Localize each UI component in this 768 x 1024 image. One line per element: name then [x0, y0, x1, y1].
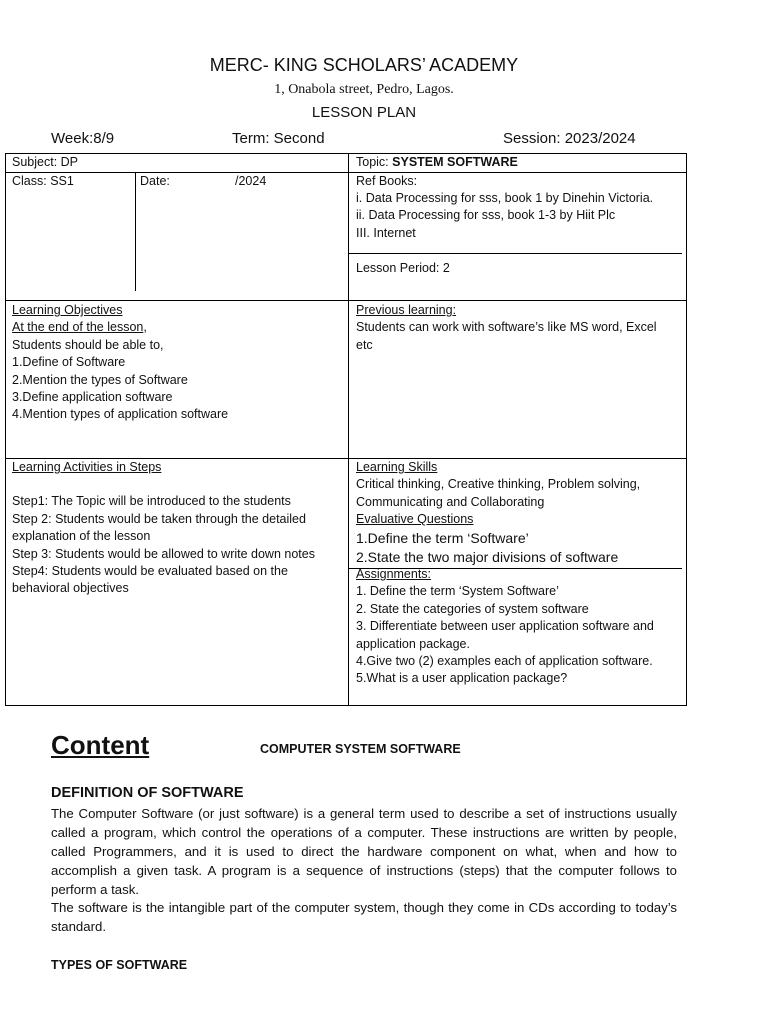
class-date-divider [135, 173, 136, 291]
ref-book-item: III. Internet [356, 225, 416, 240]
activity-step: Step 3: Students would be allowed to write down notes [12, 546, 315, 561]
skills-heading: Learning Skills [356, 460, 438, 474]
activity-step: explanation of the lesson [12, 529, 151, 544]
assignments-heading: Assignments: [356, 567, 432, 581]
table-border-top [5, 153, 687, 154]
ref-period-divider [349, 253, 682, 254]
topic-value: SYSTEM SOFTWARE [392, 155, 518, 169]
objectives-intro-comma: , [143, 320, 147, 335]
week-label: Week:8/9 [51, 130, 115, 147]
definition-paragraph: The Computer Software (or just software) is a general term used to describe a set of instructions usually called a program, which control the operations of a computer. These instructions are written by people, called Programmers, and it is used to direct the hardware component on what, when and how to accomplish a given task. A program is a sequence of instructions (steps) that the computer follows to perform a task. [51, 806, 677, 897]
lesson-period: Lesson Period: 2 [356, 261, 450, 275]
objectives-heading: Learning Objectives [12, 303, 123, 317]
term-label: Term: Second [232, 130, 325, 147]
objective-item: 3.Define application software [12, 390, 173, 405]
activities-heading: Learning Activities in Steps [12, 460, 162, 474]
date-label: Date: [140, 174, 170, 188]
topic-cell [356, 154, 518, 171]
school-name: MERC- KING SCHOLARS’ ACADEMY [209, 55, 519, 75]
ref-book-item: ii. Data Processing for sss, book 1-3 by Hiit Plc [356, 208, 616, 223]
subject-cell: Subject: DP [12, 155, 79, 169]
intangible-paragraph: The software is the intangible part of the computer system, though they come in CDs according to today’s standard. [51, 900, 677, 934]
ref-books-list [356, 190, 653, 242]
skills-text: Communicating and Collaborating [356, 494, 545, 509]
spacer [12, 476, 315, 493]
table-border-bottom [5, 705, 687, 706]
table-row-divider [5, 300, 687, 301]
previous-learning-text: Students can work with software’s like MS word, Excel [356, 320, 657, 335]
types-heading: TYPES OF SOFTWARE [51, 958, 188, 972]
content-heading: Content [51, 730, 150, 760]
objectives-intro-2: Students should be able to, [12, 337, 164, 352]
definition-heading: DEFINITION OF SOFTWARE [51, 785, 244, 801]
assignment-item: 5.What is a user application package? [356, 671, 568, 686]
topic-label: Topic: [356, 155, 393, 169]
previous-learning-cell [356, 302, 657, 354]
previous-learning-heading: Previous learning: [356, 303, 457, 317]
assignment-item: 1. Define the term ‘System Software’ [356, 584, 559, 599]
objectives-intro [12, 319, 228, 336]
learning-activities-cell [12, 459, 315, 598]
skills-text: Critical thinking, Creative thinking, Problem solving, [356, 477, 641, 492]
table-border-right [686, 153, 687, 706]
objective-item: 1.Define of Software [12, 355, 126, 370]
previous-learning-text: etc [356, 337, 373, 352]
table-row-divider [5, 172, 687, 173]
class-cell: Class: SS1 [12, 174, 74, 188]
activity-step: Step4: Students would be evaluated based on the [12, 564, 288, 579]
school-address: 1, Onabola street, Pedro, Lagos. [274, 82, 454, 97]
table-border-left [5, 153, 6, 706]
date-value: /2024 [235, 174, 267, 188]
activity-step: Step1: The Topic will be introduced to the students [12, 494, 291, 509]
learning-skills-cell [356, 459, 640, 567]
assignment-item: 2. State the categories of system software [356, 601, 589, 616]
session-label: Session: 2023/2024 [503, 130, 636, 147]
evaluative-question: 2.State the two major divisions of software [356, 548, 619, 565]
evaluative-question: 1.Define the term ‘Software’ [356, 529, 529, 546]
assignment-item: 3. Differentiate between user application software and [356, 619, 654, 634]
activity-step: Step 2: Students would be taken through the detailed [12, 511, 306, 526]
ref-book-item: i. Data Processing for sss, book 1 by Dinehin Victoria. [356, 191, 654, 205]
table-column-divider [348, 153, 349, 706]
assignment-item: application package. [356, 636, 470, 651]
content-subheading: COMPUTER SYSTEM SOFTWARE [260, 742, 461, 756]
evaluative-heading: Evaluative Questions [356, 512, 474, 527]
objective-item: 2.Mention the types of Software [12, 372, 188, 387]
objectives-intro-underlined: At the end of the lesson [12, 320, 144, 335]
document-title: LESSON PLAN [311, 104, 417, 121]
activity-step: behavioral objectives [12, 581, 129, 596]
ref-books-label: Ref Books: [356, 174, 418, 188]
objective-item: 4.Mention types of application software [12, 407, 229, 422]
assignments-cell [356, 566, 654, 688]
assignment-item: 4.Give two (2) examples each of application software. [356, 654, 653, 669]
learning-objectives-cell [12, 302, 228, 424]
